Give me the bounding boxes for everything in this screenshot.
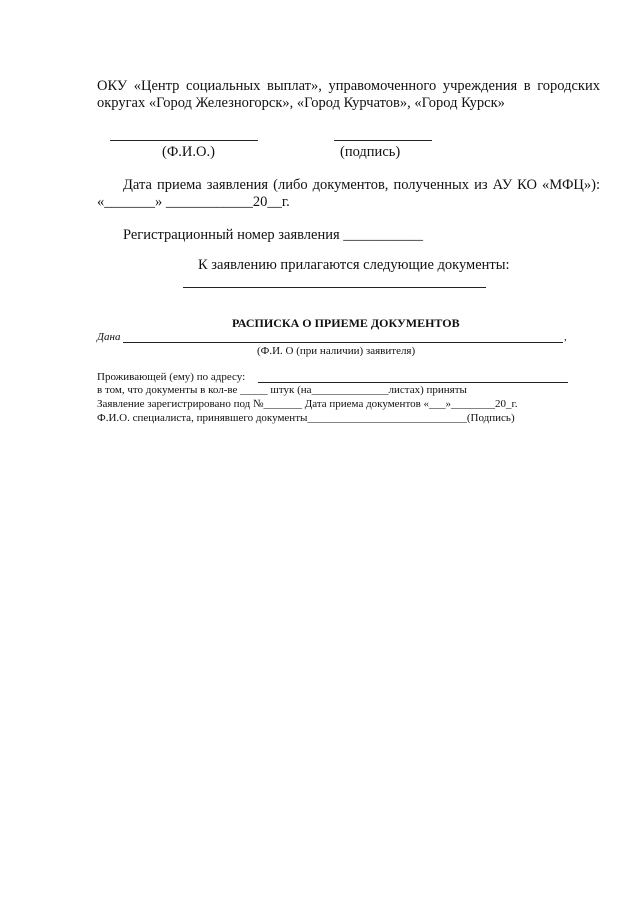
- given-label: [97, 331, 120, 343]
- given-label-text: Дана: [97, 331, 121, 343]
- given-to-line: [123, 342, 563, 343]
- documents-count-line: в том, что документы в кол-ве _____ штук (на______________листах) приняты: [97, 384, 467, 396]
- intro-paragraph: ОКУ «Центр социальных выплат», управомоченного учреждения в городских округах «Город Железногорск», «Город Курчатов», «Город Курск»: [97, 78, 600, 111]
- application-date-label: Дата приема заявления (либо документов, полученных из АУ КО «МФЦ»):: [123, 177, 600, 193]
- attachments-line: [183, 287, 486, 288]
- application-date-field: «_______» ____________20__г.: [97, 194, 290, 210]
- attachments-label: К заявлению прилагаются следующие документы:: [198, 257, 510, 273]
- fio-caption: (Ф.И.О.): [162, 144, 215, 160]
- signature-line: [334, 140, 432, 141]
- registered-line: Заявление зарегистрировано под №_______ Дата приема документов «___»________20_г.: [97, 398, 518, 410]
- applicant-caption: (Ф.И. О (при наличии) заявителя): [257, 345, 416, 357]
- address-line: [258, 382, 568, 383]
- address-label: Проживающей (ему) по адресу:: [97, 371, 246, 383]
- given-trailing-comma: ,: [564, 331, 567, 343]
- specialist-line: Ф.И.О. специалиста, принявшего документы_____________________________(Подпись): [97, 412, 515, 424]
- signature-caption: (подпись): [340, 144, 401, 160]
- fio-line: [110, 140, 258, 141]
- registration-number-label: Регистрационный номер заявления ___________: [123, 227, 424, 243]
- receipt-title: РАСПИСКА О ПРИЕМЕ ДОКУМЕНТОВ: [232, 316, 460, 330]
